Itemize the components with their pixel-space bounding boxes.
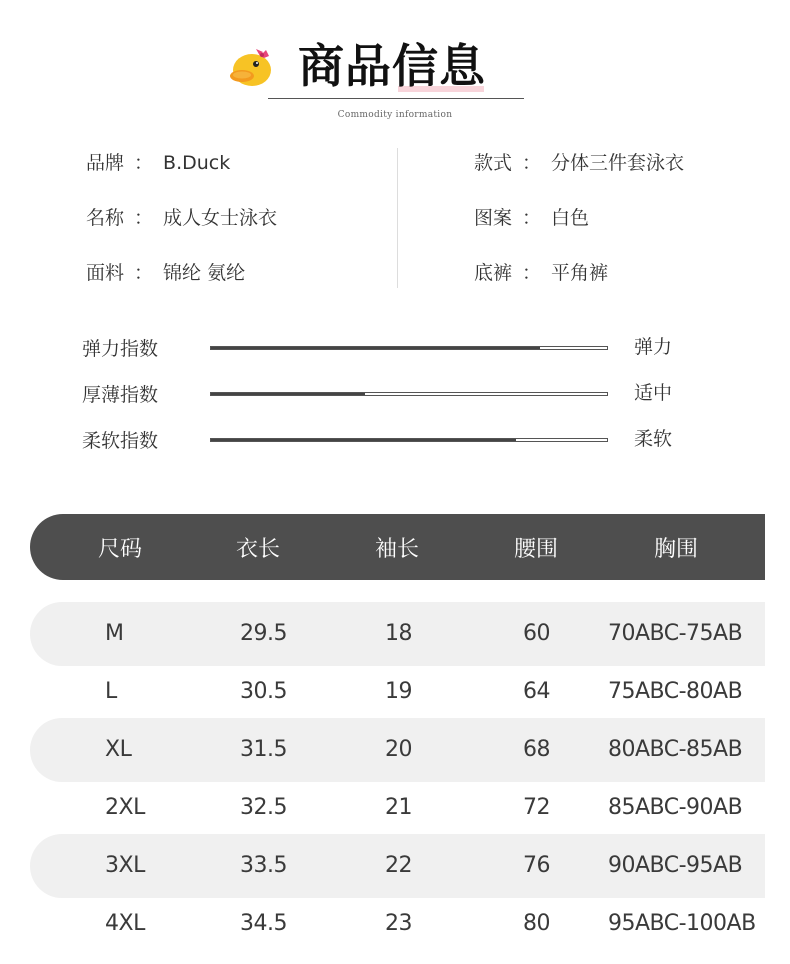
table-row	[30, 892, 765, 956]
cell-bust: 85ABC-90AB	[608, 795, 743, 820]
duck-icon	[230, 48, 276, 88]
index-track	[210, 438, 608, 442]
cell-sleeve: 23	[385, 911, 412, 936]
cell-size: M	[105, 621, 124, 646]
cell-bust: 75ABC-80AB	[608, 679, 743, 704]
info-bottom-value: 平角裤	[551, 262, 609, 284]
info-separator: ：	[134, 207, 154, 229]
section-header	[0, 0, 790, 130]
index-row-softness	[0, 426, 790, 456]
info-pattern-value: 白色	[551, 207, 590, 229]
index-label: 弹力指数	[82, 338, 159, 360]
index-fill	[211, 393, 365, 395]
cell-sleeve: 21	[385, 795, 412, 820]
page-title: 商品信息	[298, 39, 486, 93]
cell-bust: 80ABC-85AB	[608, 737, 743, 762]
cell-size: 3XL	[105, 853, 145, 878]
info-separator: ：	[522, 207, 542, 229]
header-size: 尺码	[98, 537, 143, 562]
table-row	[30, 718, 765, 782]
cell-length: 31.5	[240, 737, 287, 762]
cell-length: 32.5	[240, 795, 287, 820]
cell-waist: 72	[523, 795, 550, 820]
cell-length: 34.5	[240, 911, 287, 936]
table-row	[30, 602, 765, 666]
info-separator: ：	[134, 152, 154, 174]
table-row	[30, 776, 765, 840]
table-row	[30, 834, 765, 898]
info-separator: ：	[134, 262, 154, 284]
cell-size: L	[105, 679, 117, 704]
info-style	[474, 148, 684, 175]
info-separator: ：	[522, 152, 542, 174]
info-separator: ：	[522, 262, 542, 284]
cell-waist: 60	[523, 621, 550, 646]
cell-sleeve: 19	[385, 679, 412, 704]
cell-waist: 76	[523, 853, 550, 878]
product-info	[0, 140, 790, 300]
cell-size: 2XL	[105, 795, 145, 820]
cell-sleeve: 22	[385, 853, 412, 878]
index-label: 厚薄指数	[82, 384, 159, 406]
index-fill	[211, 439, 516, 441]
info-style-label: 款式	[474, 152, 513, 174]
cell-waist: 80	[523, 911, 550, 936]
header-bust: 胸围	[654, 537, 699, 562]
info-brand-label: 品牌	[86, 152, 125, 174]
index-row-elasticity	[0, 334, 790, 364]
info-pattern-label: 图案	[474, 207, 513, 229]
title-underline	[268, 98, 524, 99]
info-fabric-label: 面料	[86, 262, 125, 284]
info-bottom	[474, 258, 608, 285]
table-row	[30, 660, 765, 724]
info-name-label: 名称	[86, 207, 125, 229]
cell-bust: 95ABC-100AB	[608, 911, 756, 936]
info-brand	[86, 148, 230, 175]
index-label: 柔软指数	[82, 430, 159, 452]
index-value: 弹力	[634, 336, 673, 358]
info-name	[86, 203, 277, 230]
index-fill	[211, 347, 540, 349]
cell-size: XL	[105, 737, 132, 762]
index-row-thickness	[0, 380, 790, 410]
page-subtitle: Commodity information	[337, 110, 453, 120]
cell-waist: 68	[523, 737, 550, 762]
cell-bust: 70ABC-75AB	[608, 621, 743, 646]
cell-length: 30.5	[240, 679, 287, 704]
index-value: 适中	[634, 382, 673, 404]
cell-length: 29.5	[240, 621, 287, 646]
cell-length: 33.5	[240, 853, 287, 878]
info-fabric-value: 锦纶 氨纶	[163, 262, 246, 284]
index-track	[210, 392, 608, 396]
info-bottom-label: 底裤	[474, 262, 513, 284]
header-waist: 腰围	[514, 537, 559, 562]
cell-sleeve: 20	[385, 737, 412, 762]
header-sleeve: 袖长	[375, 537, 420, 562]
size-table-header	[30, 514, 765, 580]
cell-waist: 64	[523, 679, 550, 704]
index-track	[210, 346, 608, 350]
info-name-value: 成人女士泳衣	[163, 207, 278, 229]
index-value: 柔软	[634, 428, 673, 450]
cell-bust: 90ABC-95AB	[608, 853, 743, 878]
info-style-value: 分体三件套泳衣	[551, 152, 685, 174]
header-length: 衣长	[236, 537, 281, 562]
info-pattern	[474, 203, 589, 230]
info-divider	[397, 148, 398, 288]
cell-sleeve: 18	[385, 621, 412, 646]
info-fabric	[86, 258, 245, 285]
cell-size: 4XL	[105, 911, 145, 936]
info-brand-value: B.Duck	[163, 152, 231, 174]
